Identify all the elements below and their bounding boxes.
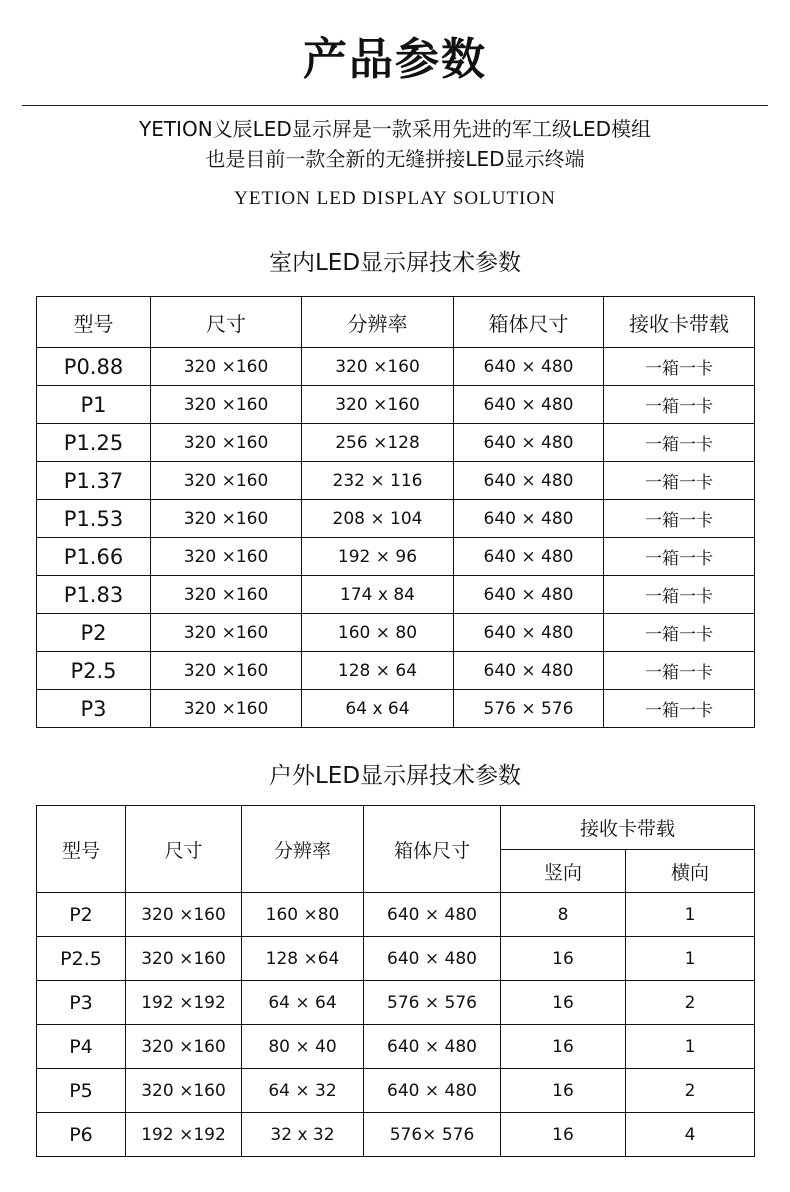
- cabinet-size-cell: 640 × 480: [364, 937, 501, 981]
- outdoor-header-horizontal: 横向: [626, 850, 755, 893]
- cabinet-size-cell: 576 × 576: [364, 981, 501, 1025]
- cabinet-size-cell: 640 × 480: [454, 462, 604, 500]
- size-cell: 320 ×160: [151, 386, 302, 424]
- table-row: [37, 1025, 755, 1069]
- cabinet-size-cell: 640 × 480: [364, 1025, 501, 1069]
- size-cell: 320 ×160: [151, 424, 302, 462]
- size-cell: 320 ×160: [126, 1069, 242, 1113]
- horizontal-load-cell: 1: [626, 893, 755, 937]
- resolution-cell: 232 × 116: [302, 462, 454, 500]
- model-cell: P1.83: [37, 576, 151, 614]
- cabinet-size-cell: 640 × 480: [364, 893, 501, 937]
- outdoor-header-row: [37, 806, 755, 850]
- outdoor-header-resolution: 分辨率: [242, 806, 364, 893]
- size-cell: 320 ×160: [151, 462, 302, 500]
- resolution-cell: 192 × 96: [302, 538, 454, 576]
- table-row: [37, 893, 755, 937]
- size-cell: 320 ×160: [151, 614, 302, 652]
- table-row: [37, 576, 755, 614]
- model-cell: P2: [37, 614, 151, 652]
- resolution-cell: 320 ×160: [302, 348, 454, 386]
- resolution-cell: 160 ×80: [242, 893, 364, 937]
- model-cell: P0.88: [37, 348, 151, 386]
- model-cell: P2.5: [37, 652, 151, 690]
- model-cell: P2: [37, 893, 126, 937]
- size-cell: 320 ×160: [126, 1025, 242, 1069]
- cabinet-size-cell: 640 × 480: [454, 348, 604, 386]
- resolution-cell: 208 × 104: [302, 500, 454, 538]
- horizontal-load-cell: 2: [626, 981, 755, 1025]
- model-cell: P1.25: [37, 424, 151, 462]
- receiver-load-cell: 一箱一卡: [604, 614, 755, 652]
- intro-line-1: YETION义辰LED显示屏是一款采用先进的军工级LED模组: [138, 117, 652, 141]
- vertical-load-cell: 16: [501, 1069, 626, 1113]
- outdoor-header-model: 型号: [37, 806, 126, 893]
- model-cell: P3: [37, 981, 126, 1025]
- cabinet-size-cell: 576× 576: [364, 1113, 501, 1157]
- model-cell: P1.37: [37, 462, 151, 500]
- cabinet-size-cell: 640 × 480: [364, 1069, 501, 1113]
- table-row: [37, 348, 755, 386]
- table-row: [37, 1113, 755, 1157]
- table-row: [37, 1069, 755, 1113]
- size-cell: 320 ×160: [151, 500, 302, 538]
- outdoor-header-vertical: 竖向: [501, 850, 626, 893]
- model-cell: P4: [37, 1025, 126, 1069]
- table-row: [37, 690, 755, 728]
- indoor-header-size: 尺寸: [151, 297, 302, 348]
- receiver-load-cell: 一箱一卡: [604, 462, 755, 500]
- table-row: [37, 500, 755, 538]
- cabinet-size-cell: 640 × 480: [454, 538, 604, 576]
- table-row: [37, 614, 755, 652]
- cabinet-size-cell: 640 × 480: [454, 652, 604, 690]
- horizontal-load-cell: 4: [626, 1113, 755, 1157]
- vertical-load-cell: 16: [501, 937, 626, 981]
- resolution-cell: 64 × 32: [242, 1069, 364, 1113]
- resolution-cell: 320 ×160: [302, 386, 454, 424]
- table-row: [37, 386, 755, 424]
- table-row: [37, 424, 755, 462]
- table-row: [37, 937, 755, 981]
- outdoor-header-receiver-load: 接收卡带载: [501, 806, 755, 850]
- resolution-cell: 64 x 64: [302, 690, 454, 728]
- model-cell: P2.5: [37, 937, 126, 981]
- indoor-header-model: 型号: [37, 297, 151, 348]
- size-cell: 192 ×192: [126, 981, 242, 1025]
- receiver-load-cell: 一箱一卡: [604, 538, 755, 576]
- receiver-load-cell: 一箱一卡: [604, 652, 755, 690]
- resolution-cell: 128 × 64: [302, 652, 454, 690]
- indoor-header-receiver-load: 接收卡带载: [604, 297, 755, 348]
- vertical-load-cell: 8: [501, 893, 626, 937]
- model-cell: P1: [37, 386, 151, 424]
- table-row: [37, 462, 755, 500]
- cabinet-size-cell: 640 × 480: [454, 386, 604, 424]
- horizontal-load-cell: 2: [626, 1069, 755, 1113]
- vertical-load-cell: 16: [501, 1113, 626, 1157]
- vertical-load-cell: 16: [501, 981, 626, 1025]
- model-cell: P6: [37, 1113, 126, 1157]
- horizontal-load-cell: 1: [626, 1025, 755, 1069]
- size-cell: 192 ×192: [126, 1113, 242, 1157]
- model-cell: P1.53: [37, 500, 151, 538]
- indoor-header-resolution: 分辨率: [302, 297, 454, 348]
- cabinet-size-cell: 640 × 480: [454, 424, 604, 462]
- resolution-cell: 32 x 32: [242, 1113, 364, 1157]
- table-row: [37, 981, 755, 1025]
- cabinet-size-cell: 640 × 480: [454, 500, 604, 538]
- english-subtitle: YETION LED DISPLAY SOLUTION: [234, 188, 556, 209]
- table-row: [37, 538, 755, 576]
- model-cell: P1.66: [37, 538, 151, 576]
- resolution-cell: 256 ×128: [302, 424, 454, 462]
- resolution-cell: 128 ×64: [242, 937, 364, 981]
- model-cell: P3: [37, 690, 151, 728]
- outdoor-header-cabinet-size: 箱体尺寸: [364, 806, 501, 893]
- receiver-load-cell: 一箱一卡: [604, 424, 755, 462]
- indoor-section-title: 室内LED显示屏技术参数: [268, 250, 522, 276]
- indoor-header-row: [37, 297, 755, 348]
- resolution-cell: 80 × 40: [242, 1025, 364, 1069]
- receiver-load-cell: 一箱一卡: [604, 690, 755, 728]
- cabinet-size-cell: 640 × 480: [454, 576, 604, 614]
- outdoor-header-size: 尺寸: [126, 806, 242, 893]
- title-divider: [22, 105, 768, 106]
- indoor-spec-table: [36, 296, 755, 728]
- table-row: [37, 652, 755, 690]
- size-cell: 320 ×160: [151, 652, 302, 690]
- size-cell: 320 ×160: [151, 576, 302, 614]
- resolution-cell: 64 × 64: [242, 981, 364, 1025]
- intro-line-2: 也是目前一款全新的无缝拼接LED显示终端: [205, 147, 585, 171]
- size-cell: 320 ×160: [126, 937, 242, 981]
- vertical-load-cell: 16: [501, 1025, 626, 1069]
- receiver-load-cell: 一箱一卡: [604, 576, 755, 614]
- model-cell: P5: [37, 1069, 126, 1113]
- receiver-load-cell: 一箱一卡: [604, 348, 755, 386]
- receiver-load-cell: 一箱一卡: [604, 386, 755, 424]
- cabinet-size-cell: 576 × 576: [454, 690, 604, 728]
- cabinet-size-cell: 640 × 480: [454, 614, 604, 652]
- resolution-cell: 160 × 80: [302, 614, 454, 652]
- outdoor-section-title: 户外LED显示屏技术参数: [268, 763, 522, 789]
- resolution-cell: 174 x 84: [302, 576, 454, 614]
- size-cell: 320 ×160: [151, 348, 302, 386]
- receiver-load-cell: 一箱一卡: [604, 500, 755, 538]
- size-cell: 320 ×160: [151, 538, 302, 576]
- page-title: 产品参数: [303, 34, 487, 85]
- size-cell: 320 ×160: [126, 893, 242, 937]
- indoor-header-cabinet-size: 箱体尺寸: [454, 297, 604, 348]
- horizontal-load-cell: 1: [626, 937, 755, 981]
- size-cell: 320 ×160: [151, 690, 302, 728]
- outdoor-spec-table: [36, 805, 755, 1157]
